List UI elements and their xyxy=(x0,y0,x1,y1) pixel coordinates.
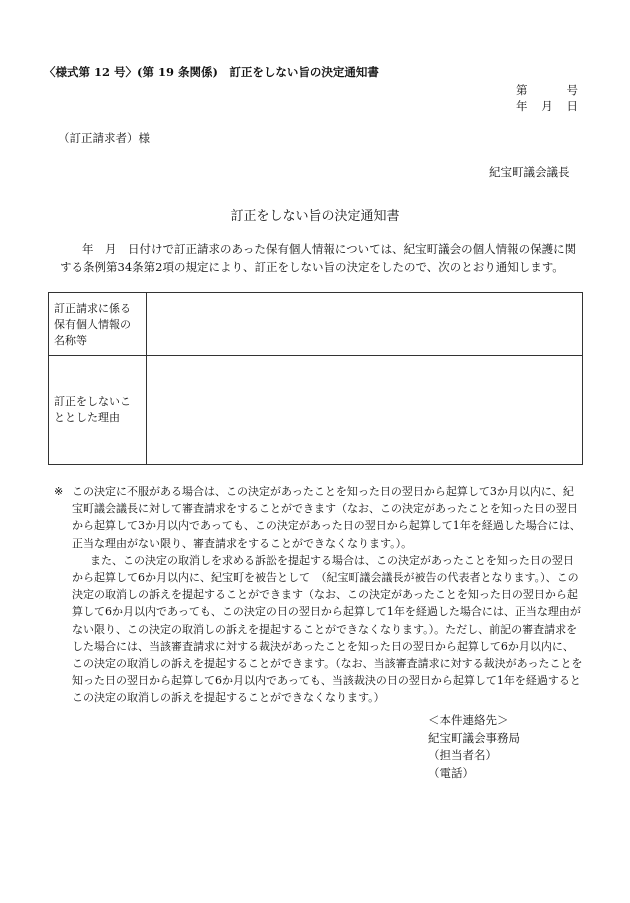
contact-block xyxy=(428,712,520,782)
table-row xyxy=(49,293,583,356)
note-paragraph-lawsuit: また、この決定の取消しを求める訴訟を提起する場合は、この決定があったことを知った日の翌日から起算して6か月以内に、紀宝町を被告として （紀宝町議会議長が被告の代表者となります。）、この決定の取消しの訴えを提起することができます（なお、この決定があったことを知った日の翌日から起算して6か月以内であっても、この決定の日の翌日から起算して1年を経過した場合には、正当な理由がない限り、この決定の取消しの訴えを提起することができなくなります。）。ただし、前記の審査請求をした場合には、当該審査請求に対する裁決があったことを知った日の翌日から起算して6か月以内に、この決定の取消しの訴えを提起することができます。（なお、当該審査請求に対する裁決があったことを知った日の翌日から起算して6か月以内であっても、当該裁決の日の翌日から起算して1年を経過するとこの決定の取消しの訴えを提起することができなくなります。） xyxy=(72,553,583,705)
date-day: 日 xyxy=(566,99,578,113)
label-line: ととした理由 xyxy=(54,411,120,424)
contact-heading: ＜本件連絡先＞ xyxy=(428,713,509,727)
label-line: 保有個人情報の xyxy=(54,318,131,331)
correction-info-table xyxy=(48,292,583,465)
form-header-title: 〈様式第 12 号〉(第 19 条関係) 訂正をしない旨の決定通知書 xyxy=(44,65,379,79)
contact-person: （担当者名） xyxy=(428,748,497,762)
contact-office: 紀宝町議会事務局 xyxy=(428,730,520,745)
label-line: 名称等 xyxy=(54,334,87,347)
label-line: 訂正をしないこ xyxy=(54,395,131,408)
row-value-item-name xyxy=(147,293,583,356)
document-number xyxy=(516,82,578,98)
note-paragraph-appeal xyxy=(54,483,584,552)
date-year: 年 xyxy=(516,99,528,113)
notes-section xyxy=(54,483,584,707)
note-mark: ※ xyxy=(54,485,64,498)
row-value-reason xyxy=(147,356,583,465)
document-date xyxy=(516,98,578,114)
sender-line: 紀宝町議会議長 xyxy=(489,165,570,179)
contact-phone: （電話） xyxy=(428,765,474,780)
date-month: 月 xyxy=(541,99,553,113)
label-line: 訂正請求に係る xyxy=(54,302,131,315)
table-row xyxy=(49,356,583,465)
intro-line-2: する条例第34条第2項の規定により、訂正をしない旨の決定をしたので、次のとおり通知します。 xyxy=(60,260,564,274)
recipient-line: （訂正請求者）様 xyxy=(58,131,150,145)
intro-line-1: 年 月 日付けで訂正請求のあった保有個人情報については、紀宝町議会の個人情報の保護に関 xyxy=(82,242,577,256)
intro-paragraph xyxy=(60,240,585,276)
document-number-prefix: 第 xyxy=(516,83,528,97)
document-number-suffix: 号 xyxy=(566,83,578,97)
row-label-reason xyxy=(49,356,147,465)
document-title: 訂正をしない旨の決定通知書 xyxy=(230,209,400,224)
note-text-appeal: この決定に不服がある場合は、この決定があったことを知った日の翌日から起算して3か月以内に、紀宝町議会議長に対して審査請求をすることができます（なお、この決定があったことを知った日の翌日から起算して3か月以内であっても、この決定があった日の翌日から起算して1年を経過した場合には、正当な理由がない限り、審査請求をすることができなくなります。）。 xyxy=(72,485,581,550)
row-label-item-name xyxy=(49,293,147,356)
